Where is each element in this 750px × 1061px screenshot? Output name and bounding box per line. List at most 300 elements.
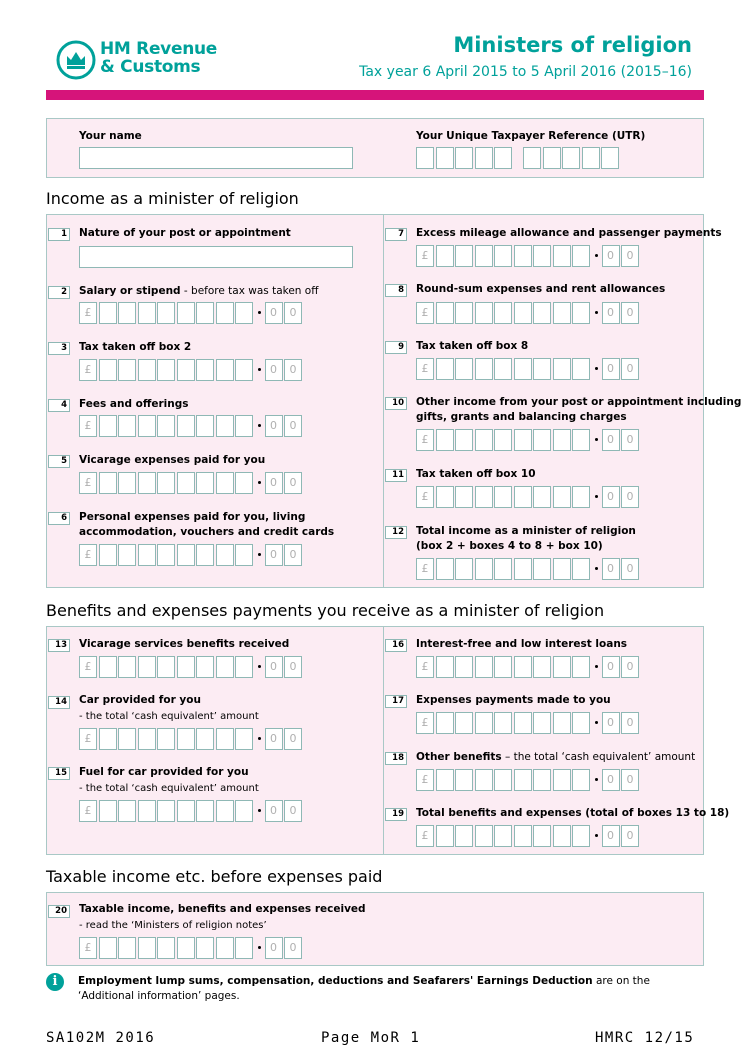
digit-cell[interactable] xyxy=(533,656,551,678)
digit-cell[interactable] xyxy=(235,937,253,959)
digit-cell[interactable] xyxy=(235,302,253,324)
digit-cell[interactable] xyxy=(216,937,234,959)
digit-cell[interactable] xyxy=(572,656,590,678)
column-divider xyxy=(383,627,384,854)
digit-cell[interactable] xyxy=(475,245,493,267)
pence-cell[interactable]: 0 xyxy=(602,429,620,451)
decimal-point xyxy=(258,424,261,427)
digit-cell[interactable] xyxy=(475,358,493,380)
digit-cell[interactable] xyxy=(196,656,214,678)
digit-cell[interactable] xyxy=(475,558,493,580)
currency-cell[interactable]: £ xyxy=(79,302,97,324)
digit-cell[interactable] xyxy=(118,415,136,437)
pence-cell[interactable]: 0 xyxy=(284,302,302,324)
decimal-point xyxy=(595,834,598,837)
pence-cell[interactable]: 0 xyxy=(602,486,620,508)
digit-cell[interactable] xyxy=(514,358,532,380)
digit-cell[interactable] xyxy=(436,825,454,847)
pence-cell[interactable]: 0 xyxy=(284,415,302,437)
digit-cell[interactable] xyxy=(475,769,493,791)
digit-cell[interactable] xyxy=(455,245,473,267)
digit-cell[interactable] xyxy=(455,825,473,847)
digit-cell[interactable] xyxy=(553,245,571,267)
box-20-sublabel: - read the ‘Ministers of religion notes’ xyxy=(79,920,267,931)
taxable-heading: Taxable income etc. before expenses paid xyxy=(46,867,383,886)
your-name-field[interactable] xyxy=(79,147,353,169)
pence-cell[interactable]: 0 xyxy=(621,558,639,580)
box-8-amount[interactable] xyxy=(416,302,641,324)
box-4-label: Fees and offerings xyxy=(79,398,189,410)
decimal-point xyxy=(258,737,261,740)
digit-cell[interactable] xyxy=(157,800,175,822)
digit-cell[interactable] xyxy=(138,544,156,566)
box-15-label: Fuel for car provided for you xyxy=(79,766,249,778)
digit-cell[interactable] xyxy=(216,656,234,678)
box-2-label: Salary or stipend - before tax was taken off xyxy=(79,285,319,297)
digit-cell[interactable] xyxy=(118,359,136,381)
digit-cell[interactable] xyxy=(99,800,117,822)
digit-cell[interactable] xyxy=(196,800,214,822)
digit-cell[interactable] xyxy=(99,544,117,566)
decimal-point xyxy=(595,721,598,724)
info-note: Employment lump sums, compensation, deductions and Seafarers' Earnings Deduction are on the ‘Additional information’ pages. xyxy=(78,975,650,1002)
digit-cell[interactable] xyxy=(157,728,175,750)
crown-icon xyxy=(56,40,96,80)
pence-cell[interactable]: 0 xyxy=(621,358,639,380)
logo-wordmark xyxy=(100,40,217,76)
digit-cell[interactable] xyxy=(99,656,117,678)
digit-cell[interactable] xyxy=(533,302,551,324)
digit-cell[interactable] xyxy=(475,302,493,324)
income-heading: Income as a minister of religion xyxy=(46,189,299,208)
digit-cell[interactable] xyxy=(118,937,136,959)
digit-cell[interactable] xyxy=(553,486,571,508)
digit-cell[interactable] xyxy=(235,415,253,437)
box-number: 2 xyxy=(48,286,70,299)
digit-cell[interactable] xyxy=(118,302,136,324)
box-number: 8 xyxy=(385,284,407,297)
box-20-label: Taxable income, benefits and expenses received xyxy=(79,903,366,915)
decimal-point xyxy=(595,254,598,257)
digit-cell[interactable] xyxy=(436,429,454,451)
currency-cell[interactable]: £ xyxy=(416,656,434,678)
digit-cell[interactable] xyxy=(514,769,532,791)
pence-cell[interactable]: 0 xyxy=(265,800,283,822)
tax-year: Tax year 6 April 2015 to 5 April 2016 (2015–16) xyxy=(359,64,692,80)
decimal-point xyxy=(595,665,598,668)
digit-cell[interactable] xyxy=(455,302,473,324)
digit-cell[interactable] xyxy=(494,558,512,580)
digit-cell[interactable] xyxy=(553,825,571,847)
digit-cell[interactable] xyxy=(553,769,571,791)
digit-cell[interactable] xyxy=(494,656,512,678)
digit-cell[interactable] xyxy=(138,472,156,494)
info-icon: i xyxy=(46,973,64,991)
box-18-label: Other benefits – the total ‘cash equivalent’ amount xyxy=(416,751,696,763)
box-7-amount[interactable] xyxy=(416,245,641,267)
decimal-point xyxy=(258,809,261,812)
box-2-amount[interactable] xyxy=(79,302,304,324)
digit-cell[interactable] xyxy=(235,472,253,494)
box-11-amount[interactable] xyxy=(416,486,641,508)
digit-cell[interactable] xyxy=(533,245,551,267)
box-5-amount[interactable] xyxy=(79,472,304,494)
digit-cell[interactable] xyxy=(235,544,253,566)
digit-cell[interactable] xyxy=(118,472,136,494)
box-number: 13 xyxy=(48,639,70,652)
box-number: 17 xyxy=(385,695,407,708)
digit-cell[interactable] xyxy=(235,800,253,822)
pence-cell[interactable]: 0 xyxy=(284,544,302,566)
digit-cell[interactable] xyxy=(475,712,493,734)
box-8-label: Round-sum expenses and rent allowances xyxy=(416,283,666,295)
box-number: 1 xyxy=(48,228,70,241)
digit-cell[interactable] xyxy=(196,544,214,566)
digit-cell[interactable] xyxy=(436,558,454,580)
pence-cell[interactable]: 0 xyxy=(602,712,620,734)
decimal-point xyxy=(258,311,261,314)
digit-cell[interactable] xyxy=(138,656,156,678)
box-7-label: Excess mileage allowance and passenger payments xyxy=(416,227,722,239)
currency-cell[interactable]: £ xyxy=(416,302,434,324)
digit-cell[interactable] xyxy=(572,358,590,380)
digit-cell[interactable] xyxy=(138,415,156,437)
pence-cell[interactable]: 0 xyxy=(602,245,620,267)
digit-cell[interactable] xyxy=(157,415,175,437)
digit-cell[interactable] xyxy=(475,486,493,508)
digit-cell[interactable] xyxy=(196,937,214,959)
box-14-label: Car provided for you xyxy=(79,694,201,706)
digit-cell[interactable] xyxy=(514,245,532,267)
pence-cell[interactable]: 0 xyxy=(265,415,283,437)
header-rule xyxy=(46,90,704,100)
digit-cell[interactable] xyxy=(196,359,214,381)
pence-cell[interactable]: 0 xyxy=(621,769,639,791)
box-number: 10 xyxy=(385,397,407,410)
digit-cell[interactable] xyxy=(216,728,234,750)
digit-cell[interactable] xyxy=(196,415,214,437)
box-number: 14 xyxy=(48,696,70,709)
digit-cell[interactable] xyxy=(553,302,571,324)
box-4-amount[interactable] xyxy=(79,415,304,437)
digit-cell[interactable] xyxy=(553,358,571,380)
digit-cell[interactable] xyxy=(196,728,214,750)
box-number: 11 xyxy=(385,469,407,482)
digit-cell[interactable] xyxy=(533,825,551,847)
digit-cell[interactable] xyxy=(514,558,532,580)
pence-cell[interactable]: 0 xyxy=(265,937,283,959)
box-3-amount[interactable] xyxy=(79,359,304,381)
box-number: 6 xyxy=(48,512,70,525)
digit-cell[interactable] xyxy=(455,712,473,734)
digit-cell[interactable] xyxy=(533,358,551,380)
pence-cell[interactable]: 0 xyxy=(621,825,639,847)
digit-cell[interactable] xyxy=(533,712,551,734)
currency-cell[interactable]: £ xyxy=(416,769,434,791)
box-16-amount[interactable] xyxy=(416,656,641,678)
decimal-point xyxy=(595,311,598,314)
currency-cell[interactable]: £ xyxy=(416,358,434,380)
pence-cell[interactable]: 0 xyxy=(602,769,620,791)
box-19-amount[interactable] xyxy=(416,825,641,847)
digit-cell[interactable] xyxy=(216,800,234,822)
digit-cell[interactable] xyxy=(475,656,493,678)
digit-cell[interactable] xyxy=(572,429,590,451)
digit-cell[interactable] xyxy=(436,358,454,380)
digit-cell[interactable] xyxy=(494,769,512,791)
digit-cell[interactable] xyxy=(177,472,195,494)
currency-cell[interactable]: £ xyxy=(416,825,434,847)
digit-cell[interactable] xyxy=(138,800,156,822)
pence-cell[interactable]: 0 xyxy=(621,429,639,451)
digit-cell[interactable] xyxy=(177,937,195,959)
decimal-point xyxy=(595,567,598,570)
pence-cell[interactable]: 0 xyxy=(284,472,302,494)
digit-cell[interactable] xyxy=(572,245,590,267)
digit-cell[interactable] xyxy=(436,486,454,508)
digit-cell[interactable] xyxy=(177,359,195,381)
digit-cell[interactable] xyxy=(436,712,454,734)
digit-cell[interactable] xyxy=(514,486,532,508)
digit-cell[interactable] xyxy=(118,544,136,566)
pence-cell[interactable]: 0 xyxy=(265,544,283,566)
pence-cell[interactable]: 0 xyxy=(265,656,283,678)
digit-cell[interactable] xyxy=(553,429,571,451)
pence-cell[interactable]: 0 xyxy=(621,302,639,324)
currency-cell[interactable]: £ xyxy=(79,728,97,750)
box-14-amount[interactable] xyxy=(79,728,304,750)
digit-cell[interactable] xyxy=(99,359,117,381)
digit-cell[interactable] xyxy=(494,245,512,267)
digit-cell[interactable] xyxy=(455,429,473,451)
utr-field[interactable] xyxy=(416,147,621,169)
digit-cell[interactable] xyxy=(514,656,532,678)
digit-cell[interactable] xyxy=(235,656,253,678)
digit-cell[interactable] xyxy=(99,472,117,494)
decimal-point xyxy=(595,438,598,441)
digit-cell[interactable] xyxy=(553,558,571,580)
currency-cell[interactable]: £ xyxy=(79,800,97,822)
digit-cell[interactable] xyxy=(572,558,590,580)
currency-cell[interactable]: £ xyxy=(416,712,434,734)
pence-cell[interactable]: 0 xyxy=(602,302,620,324)
box-10-amount[interactable] xyxy=(416,429,641,451)
digit-cell[interactable] xyxy=(436,656,454,678)
digit-cell[interactable] xyxy=(455,769,473,791)
digit-cell[interactable] xyxy=(157,937,175,959)
digit-cell[interactable] xyxy=(235,728,253,750)
box-number: 16 xyxy=(385,639,407,652)
pence-cell[interactable]: 0 xyxy=(621,245,639,267)
box-9-amount[interactable] xyxy=(416,358,641,380)
digit-cell[interactable] xyxy=(177,656,195,678)
box-17-label: Expenses payments made to you xyxy=(416,694,611,706)
box-20-amount[interactable] xyxy=(79,937,304,959)
box-5-label: Vicarage expenses paid for you xyxy=(79,454,266,466)
digit-cell[interactable] xyxy=(572,769,590,791)
currency-cell[interactable]: £ xyxy=(79,472,97,494)
digit-cell[interactable] xyxy=(436,245,454,267)
decimal-point xyxy=(258,553,261,556)
digit-cell[interactable] xyxy=(177,800,195,822)
currency-cell[interactable]: £ xyxy=(416,245,434,267)
currency-cell[interactable]: £ xyxy=(416,486,434,508)
box-number: 20 xyxy=(48,905,70,918)
pence-cell[interactable]: 0 xyxy=(284,728,302,750)
pence-cell[interactable]: 0 xyxy=(284,937,302,959)
box-10-label: Other income from your post or appointment including gifts, grants and balancing charges xyxy=(416,396,742,423)
digit-cell[interactable] xyxy=(99,937,117,959)
digit-cell[interactable] xyxy=(572,712,590,734)
your-name-label: Your name xyxy=(79,130,142,142)
pence-cell[interactable]: 0 xyxy=(265,359,283,381)
hmrc-logo xyxy=(56,40,236,84)
form-title: Ministers of religion xyxy=(453,33,692,57)
digit-cell[interactable] xyxy=(196,472,214,494)
currency-cell[interactable]: £ xyxy=(79,415,97,437)
digit-cell[interactable] xyxy=(118,656,136,678)
digit-cell[interactable] xyxy=(475,825,493,847)
footer-page: Page MoR 1 xyxy=(321,1030,421,1046)
pence-cell[interactable]: 0 xyxy=(621,656,639,678)
footer-form-code: SA102M 2016 xyxy=(46,1030,156,1046)
digit-cell[interactable] xyxy=(196,302,214,324)
pence-cell[interactable]: 0 xyxy=(284,800,302,822)
box-13-label: Vicarage services benefits received xyxy=(79,638,290,650)
box-1-label: Nature of your post or appointment xyxy=(79,227,291,239)
box-9-label: Tax taken off box 8 xyxy=(416,340,529,352)
digit-cell[interactable] xyxy=(436,302,454,324)
digit-cell[interactable] xyxy=(533,769,551,791)
digit-cell[interactable] xyxy=(533,429,551,451)
digit-cell[interactable] xyxy=(572,302,590,324)
digit-cell[interactable] xyxy=(494,825,512,847)
digit-cell[interactable] xyxy=(118,728,136,750)
currency-cell[interactable]: £ xyxy=(416,558,434,580)
decimal-point xyxy=(258,481,261,484)
pence-cell[interactable]: 0 xyxy=(265,728,283,750)
digit-cell[interactable] xyxy=(157,359,175,381)
decimal-point xyxy=(258,946,261,949)
box-number: 4 xyxy=(48,399,70,412)
digit-cell[interactable] xyxy=(514,825,532,847)
pence-cell[interactable]: 0 xyxy=(284,656,302,678)
digit-cell[interactable] xyxy=(455,656,473,678)
box-14-sublabel: - the total ‘cash equivalent’ amount xyxy=(79,711,259,722)
digit-cell[interactable] xyxy=(216,472,234,494)
pence-cell[interactable]: 0 xyxy=(621,712,639,734)
digit-cell[interactable] xyxy=(494,429,512,451)
currency-cell[interactable]: £ xyxy=(79,656,97,678)
digit-cell[interactable] xyxy=(475,429,493,451)
decimal-point xyxy=(258,665,261,668)
pence-cell[interactable]: 0 xyxy=(621,486,639,508)
digit-cell[interactable] xyxy=(514,712,532,734)
digit-cell[interactable] xyxy=(572,825,590,847)
digit-cell[interactable] xyxy=(138,359,156,381)
currency-cell[interactable]: £ xyxy=(416,429,434,451)
box-number: 19 xyxy=(385,808,407,821)
digit-cell[interactable] xyxy=(235,359,253,381)
pence-cell[interactable]: 0 xyxy=(602,558,620,580)
box-17-amount[interactable] xyxy=(416,712,641,734)
digit-cell[interactable] xyxy=(455,486,473,508)
digit-cell[interactable] xyxy=(177,728,195,750)
column-divider xyxy=(383,215,384,587)
digit-cell[interactable] xyxy=(157,656,175,678)
digit-cell[interactable] xyxy=(99,415,117,437)
pence-cell[interactable]: 0 xyxy=(265,472,283,494)
footer-version: HMRC 12/15 xyxy=(595,1030,695,1046)
digit-cell[interactable] xyxy=(514,302,532,324)
logo-line-1: HM Revenue xyxy=(100,39,218,59)
box-18-amount[interactable] xyxy=(416,769,641,791)
digit-cell[interactable] xyxy=(494,486,512,508)
pence-cell[interactable]: 0 xyxy=(265,302,283,324)
digit-cell[interactable] xyxy=(514,429,532,451)
currency-cell[interactable]: £ xyxy=(79,359,97,381)
box-13-amount[interactable] xyxy=(79,656,304,678)
digit-cell[interactable] xyxy=(157,302,175,324)
digit-cell[interactable] xyxy=(157,544,175,566)
digit-cell[interactable] xyxy=(216,359,234,381)
currency-cell[interactable]: £ xyxy=(79,937,97,959)
box-15-sublabel: - the total ‘cash equivalent’ amount xyxy=(79,783,259,794)
pence-cell[interactable]: 0 xyxy=(284,359,302,381)
box-6-amount[interactable] xyxy=(79,544,304,566)
digit-cell[interactable] xyxy=(455,558,473,580)
digit-cell[interactable] xyxy=(533,558,551,580)
digit-cell[interactable] xyxy=(177,415,195,437)
box-number: 7 xyxy=(385,228,407,241)
digit-cell[interactable] xyxy=(216,415,234,437)
digit-cell[interactable] xyxy=(572,486,590,508)
digit-cell[interactable] xyxy=(157,472,175,494)
box-15-amount[interactable] xyxy=(79,800,304,822)
utr-label: Your Unique Taxpayer Reference (UTR) xyxy=(416,130,646,142)
pence-cell[interactable]: 0 xyxy=(602,358,620,380)
decimal-point xyxy=(595,778,598,781)
pence-cell[interactable]: 0 xyxy=(602,825,620,847)
digit-cell[interactable] xyxy=(494,358,512,380)
pence-cell[interactable]: 0 xyxy=(602,656,620,678)
digit-cell[interactable] xyxy=(99,302,117,324)
digit-cell[interactable] xyxy=(533,486,551,508)
digit-cell[interactable] xyxy=(494,302,512,324)
digit-cell[interactable] xyxy=(216,302,234,324)
digit-cell[interactable] xyxy=(99,728,117,750)
digit-cell[interactable] xyxy=(177,544,195,566)
digit-cell[interactable] xyxy=(216,544,234,566)
digit-cell[interactable] xyxy=(138,302,156,324)
digit-cell[interactable] xyxy=(177,302,195,324)
digit-cell[interactable] xyxy=(494,712,512,734)
digit-cell[interactable] xyxy=(553,656,571,678)
digit-cell[interactable] xyxy=(138,937,156,959)
box-12-amount[interactable] xyxy=(416,558,641,580)
digit-cell[interactable] xyxy=(455,358,473,380)
currency-cell[interactable]: £ xyxy=(79,544,97,566)
digit-cell[interactable] xyxy=(118,800,136,822)
digit-cell[interactable] xyxy=(138,728,156,750)
box-3-label: Tax taken off box 2 xyxy=(79,341,192,353)
box-1-field[interactable] xyxy=(79,246,353,268)
box-number: 3 xyxy=(48,342,70,355)
box-number: 18 xyxy=(385,752,407,765)
benefits-heading: Benefits and expenses payments you receive as a minister of religion xyxy=(46,601,605,620)
digit-cell[interactable] xyxy=(553,712,571,734)
digit-cell[interactable] xyxy=(436,769,454,791)
